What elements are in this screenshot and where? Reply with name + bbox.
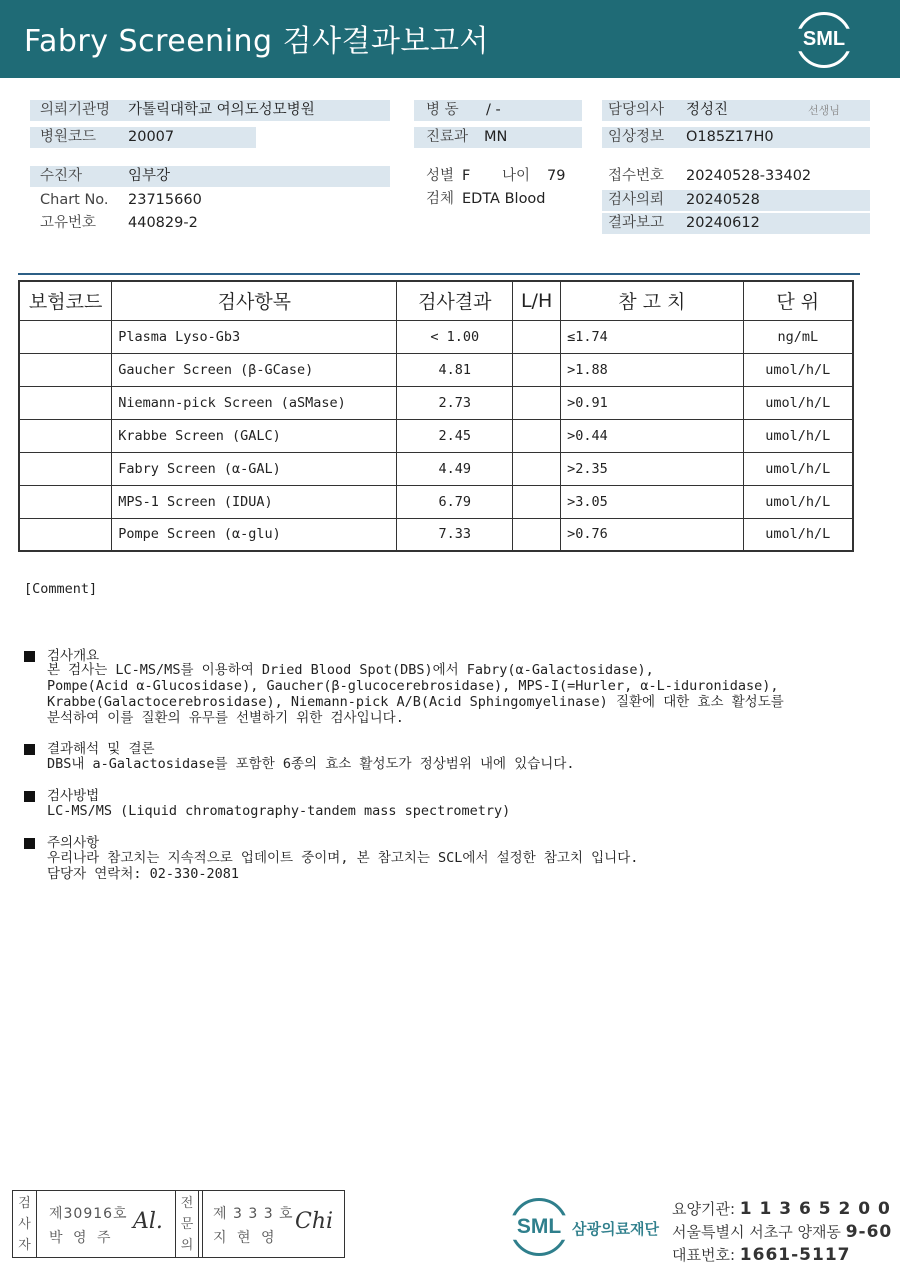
results-table (18, 280, 854, 552)
cell-result: 7.33 (397, 518, 513, 551)
cell-result: 4.49 (397, 452, 513, 485)
section-line: 분석하여 이를 질환의 유무를 선별하기 위한 검사입니다. (47, 710, 404, 726)
cell-lh (513, 353, 561, 386)
table-row (19, 452, 853, 485)
section-line: 우리나라 참고치는 지속적으로 업데이트 중이며, 본 참고치는 SCL에서 설정한 참고치 입니다. (47, 850, 639, 866)
cell-result: 2.73 (397, 386, 513, 419)
cell-ref: >0.44 (561, 419, 744, 452)
sml-logo-icon: SML (796, 12, 852, 68)
cell-unit: umol/h/L (743, 452, 853, 485)
request-date: 검사의뢰 20240528 (602, 190, 870, 211)
section-heading: 검사개요 (47, 648, 100, 664)
patient-name: 수진자 임부강 (30, 166, 390, 187)
report-title: Fabry Screening 검사결과보고서 (24, 24, 489, 59)
col-result: 검사결과 (397, 281, 513, 320)
specialist-signature: Chi (295, 1209, 334, 1234)
cell-item: MPS-1 Screen (IDUA) (112, 485, 397, 518)
cell-code (19, 419, 112, 452)
square-bullet-icon (24, 838, 35, 849)
examiner-name: 박 영 주 (49, 1230, 114, 1246)
department: 진료과 MN (414, 127, 582, 148)
cell-item: Pompe Screen (α-glu) (112, 518, 397, 551)
col-unit: 단 위 (743, 281, 853, 320)
cell-ref: >3.05 (561, 485, 744, 518)
cell-result: 2.45 (397, 419, 513, 452)
cell-ref: ≤1.74 (561, 320, 744, 353)
cell-lh (513, 386, 561, 419)
cell-ref: >0.91 (561, 386, 744, 419)
chart-number: Chart No. 23715660 (40, 192, 202, 208)
specialist-label: 전 문 의 (175, 1191, 199, 1257)
cell-lh (513, 485, 561, 518)
cell-ref: >1.88 (561, 353, 744, 386)
cell-item: Niemann-pick Screen (aSMase) (112, 386, 397, 419)
cell-code (19, 386, 112, 419)
cell-result: 4.81 (397, 353, 513, 386)
cell-unit: umol/h/L (743, 518, 853, 551)
sml-footer-logo-icon: SML (510, 1198, 568, 1256)
cell-result: 6.79 (397, 485, 513, 518)
col-lh: L/H (513, 281, 561, 320)
phone: 대표번호: 1661-5117 (672, 1245, 851, 1265)
clinical-info: 임상정보 O185Z17H0 (602, 127, 870, 148)
unique-id: 고유번호 440829-2 (40, 215, 198, 231)
square-bullet-icon (24, 744, 35, 755)
specialist-license: 제 3 3 3 호 (213, 1206, 294, 1222)
cell-item: Krabbe Screen (GALC) (112, 419, 397, 452)
col-insurance-code: 보험코드 (19, 281, 112, 320)
cell-unit: umol/h/L (743, 485, 853, 518)
table-row (19, 485, 853, 518)
cell-unit: umol/h/L (743, 419, 853, 452)
cell-ref: >2.35 (561, 452, 744, 485)
table-row (19, 386, 853, 419)
cell-code (19, 452, 112, 485)
table-header-row (19, 281, 853, 320)
specimen: 검체 EDTA Blood (426, 191, 546, 207)
cell-item: Plasma Lyso-Gb3 (112, 320, 397, 353)
section-heading: 결과해석 및 결론 (47, 741, 155, 757)
cell-lh (513, 518, 561, 551)
section-line: LC-MS/MS (Liquid chromatography-tandem mass spectrometry) (47, 803, 511, 819)
comment-label: [Comment] (24, 581, 98, 597)
cell-item: Gaucher Screen (β-GCase) (112, 353, 397, 386)
address: 서울특별시 서초구 양재동 9-60 (672, 1222, 893, 1242)
foundation-name: 삼광의료재단 (572, 1220, 659, 1238)
receipt-number: 접수번호 20240528-33402 (608, 168, 812, 184)
cell-result: < 1.00 (397, 320, 513, 353)
cell-code (19, 353, 112, 386)
examiner-label: 검 사 자 (13, 1191, 37, 1257)
cell-ref: >0.76 (561, 518, 744, 551)
institution-number: 요양기관: 1 1 3 6 5 2 0 0 (672, 1199, 891, 1219)
requesting-institution: 의뢰기관명 가톨릭대학교 여의도성모병원 (30, 100, 390, 121)
col-reference: 참 고 치 (561, 281, 744, 320)
section-line: Krabbe(Galactocerebrosidase), Niemann-pick A/B(Acid Sphingomyelinase) 질환에 대한 효소 활성도를 (47, 694, 784, 710)
signature-box (12, 1190, 345, 1258)
examiner-license: 제30916호 (49, 1206, 128, 1222)
cell-item: Fabry Screen (α-GAL) (112, 452, 397, 485)
cell-unit: umol/h/L (743, 353, 853, 386)
table-row (19, 353, 853, 386)
col-test-item: 검사항목 (112, 281, 397, 320)
cell-unit: umol/h/L (743, 386, 853, 419)
section-heading: 주의사항 (47, 835, 100, 851)
cell-unit: ng/mL (743, 320, 853, 353)
specialist-name: 지 현 영 (213, 1230, 278, 1246)
square-bullet-icon (24, 651, 35, 662)
cell-code (19, 518, 112, 551)
table-row (19, 419, 853, 452)
cell-lh (513, 452, 561, 485)
ward: 병 동 / - (414, 100, 582, 121)
table-row (19, 320, 853, 353)
table-row (19, 518, 853, 551)
square-bullet-icon (24, 791, 35, 802)
report-header (0, 0, 900, 78)
report-date: 결과보고 20240612 (602, 213, 870, 234)
examiner-signature: Al. (133, 1209, 163, 1234)
section-line: Pompe(Acid α-Glucosidase), Gaucher(β-glucocerebrosidase), MPS-I(=Hurler, α-L-iduronidase), (47, 678, 779, 694)
cell-code (19, 320, 112, 353)
cell-lh (513, 320, 561, 353)
cell-lh (513, 419, 561, 452)
sex-age: 성별 F 나이 79 (426, 168, 566, 184)
section-line: 본 검사는 LC-MS/MS를 이용하여 Dried Blood Spot(DBS)에서 Fabry(α-Galactosidase), (47, 662, 654, 678)
attending-doctor: 담당의사 정성진 선생님 (602, 100, 870, 121)
section-line: 담당자 연락처: 02-330-2081 (47, 866, 240, 882)
section-heading: 검사방법 (47, 788, 100, 804)
hospital-code: 병원코드 20007 (30, 127, 256, 148)
section-divider (18, 273, 860, 275)
cell-code (19, 485, 112, 518)
section-line: DBS내 a-Galactosidase를 포함한 6종의 효소 활성도가 정상범위 내에 있습니다. (47, 756, 575, 772)
